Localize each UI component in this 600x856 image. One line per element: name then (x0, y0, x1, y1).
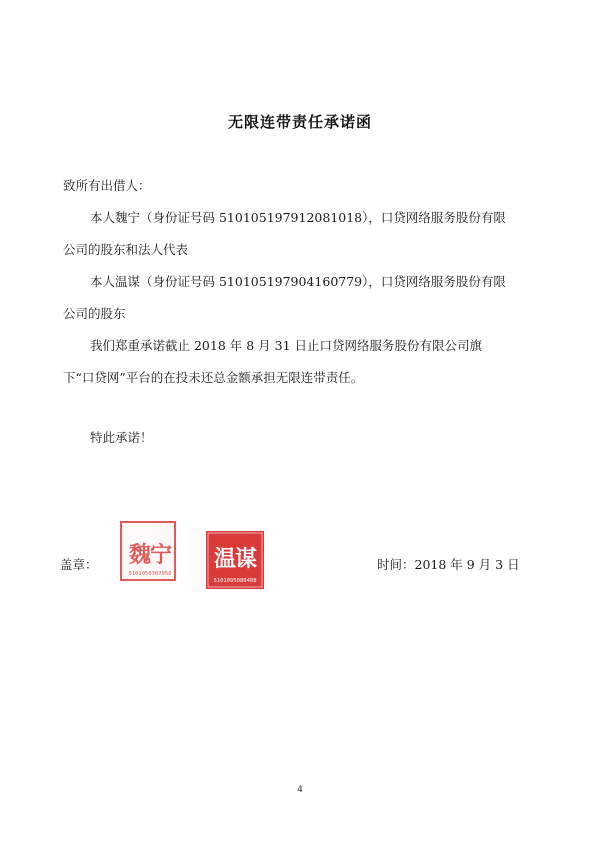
paragraph-3-line-2: 下“口贷网”平台的在投未还总金额承担无限连带责任。 (63, 370, 364, 385)
closing-line: 特此承诺！ (90, 430, 153, 445)
addressee-line: 致所有出借人： (63, 178, 151, 193)
document-title: 无限连带责任承诺函 (227, 113, 372, 131)
seal-wen-mou-number: 5101095080408 (213, 578, 257, 584)
page-number: 4 (297, 785, 303, 795)
seal-wei-ning-number: 5101050307950 (128, 571, 172, 577)
paragraph-2-line-1: 本人温谋（身份证号码 510105197904160779），口贷网络服务股份有限 (90, 274, 506, 289)
seal-wei-ning-graphic (122, 523, 178, 583)
seal-wen-mou-graphic (206, 531, 264, 589)
paragraph-1-line-1: 本人魏宁（身份证号码 510105197912081018），口贷网络服务股份有限 (90, 210, 506, 225)
seal-wei-ning (120, 521, 176, 581)
paragraph-2-line-2: 公司的股东 (63, 306, 126, 321)
seal-wen-mou-text: 温谋 (213, 546, 257, 572)
paragraph-3-line-1: 我们郑重承诺截止 2018 年 8 月 31 日止口贷网络服务股份有限公司旗 (90, 338, 483, 353)
date-line: 时间：2018 年 9 月 3 日 (377, 557, 520, 572)
seal-label: 盖章： (60, 557, 98, 572)
paragraph-1-line-2: 公司的股东和法人代表 (63, 242, 189, 257)
seal-wen-mou (206, 531, 264, 589)
seal-wei-ning-text: 魏宁 (128, 542, 172, 568)
